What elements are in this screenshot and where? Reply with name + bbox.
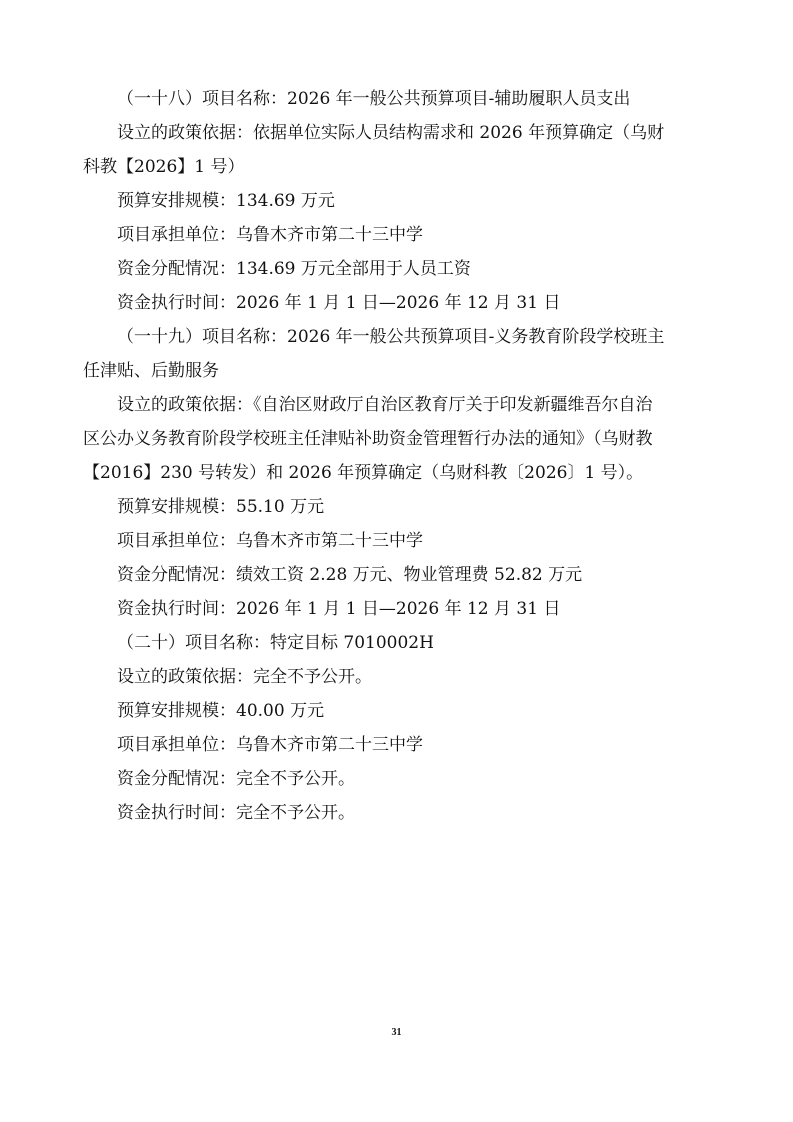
item-18-undertaking-unit: 项目承担单位：乌鲁木齐市第二十三中学 (117, 225, 423, 245)
item-18-fund-allocation: 资金分配情况：134.69 万元全部用于人员工资 (117, 259, 471, 279)
item-18-title: （一十八）项目名称：2026 年一般公共预算项目-辅助履职人员支出 (117, 89, 631, 109)
item-20-undertaking-unit: 项目承担单位：乌鲁木齐市第二十三中学 (117, 735, 423, 755)
item-19-execution-time: 资金执行时间：2026 年 1 月 1 日—2026 年 12 月 31 日 (117, 599, 561, 619)
page-number: 31 (391, 1027, 402, 1038)
item-18-budget-scale: 预算安排规模：134.69 万元 (117, 191, 335, 211)
item-18-policy-basis: 设立的政策依据：依据单位实际人员结构需求和 2026 年预算确定（乌财 (117, 123, 665, 143)
item-19-policy-basis-cont-1: 区公办义务教育阶段学校班主任津贴补助资金管理暂行办法的通知》（乌财教 (83, 429, 653, 449)
item-18-execution-time: 资金执行时间：2026 年 1 月 1 日—2026 年 12 月 31 日 (117, 293, 561, 313)
item-20-policy-basis: 设立的政策依据：完全不予公开。 (117, 667, 372, 687)
document-body (83, 82, 710, 830)
item-19-title: （一十九）项目名称：2026 年一般公共预算项目-义务教育阶段学校班主 (117, 327, 665, 347)
item-19-budget-scale: 预算安排规模：55.10 万元 (117, 497, 325, 517)
item-19-policy-basis: 设立的政策依据：《自治区财政厅自治区教育厅关于印发新疆维吾尔自治 (117, 395, 653, 415)
item-20-execution-time: 资金执行时间：完全不予公开。 (117, 803, 355, 823)
item-19-policy-basis-cont-2: 【2016】230 号转发）和 2026 年预算确定（乌财科教〔2026〕1 号）。 (83, 463, 644, 483)
item-20-fund-allocation: 资金分配情况：完全不予公开。 (117, 769, 355, 789)
item-19-fund-allocation: 资金分配情况：绩效工资 2.28 万元、物业管理费 52.82 万元 (117, 565, 583, 585)
item-20-budget-scale: 预算安排规模：40.00 万元 (117, 701, 325, 721)
item-19-undertaking-unit: 项目承担单位：乌鲁木齐市第二十三中学 (117, 531, 423, 551)
item-18-policy-basis-cont: 科教【2026】1 号） (83, 157, 245, 177)
item-20-title: （二十）项目名称：特定目标 7010002H (117, 633, 434, 653)
item-19-title-cont: 任津贴、后勤服务 (83, 361, 219, 381)
